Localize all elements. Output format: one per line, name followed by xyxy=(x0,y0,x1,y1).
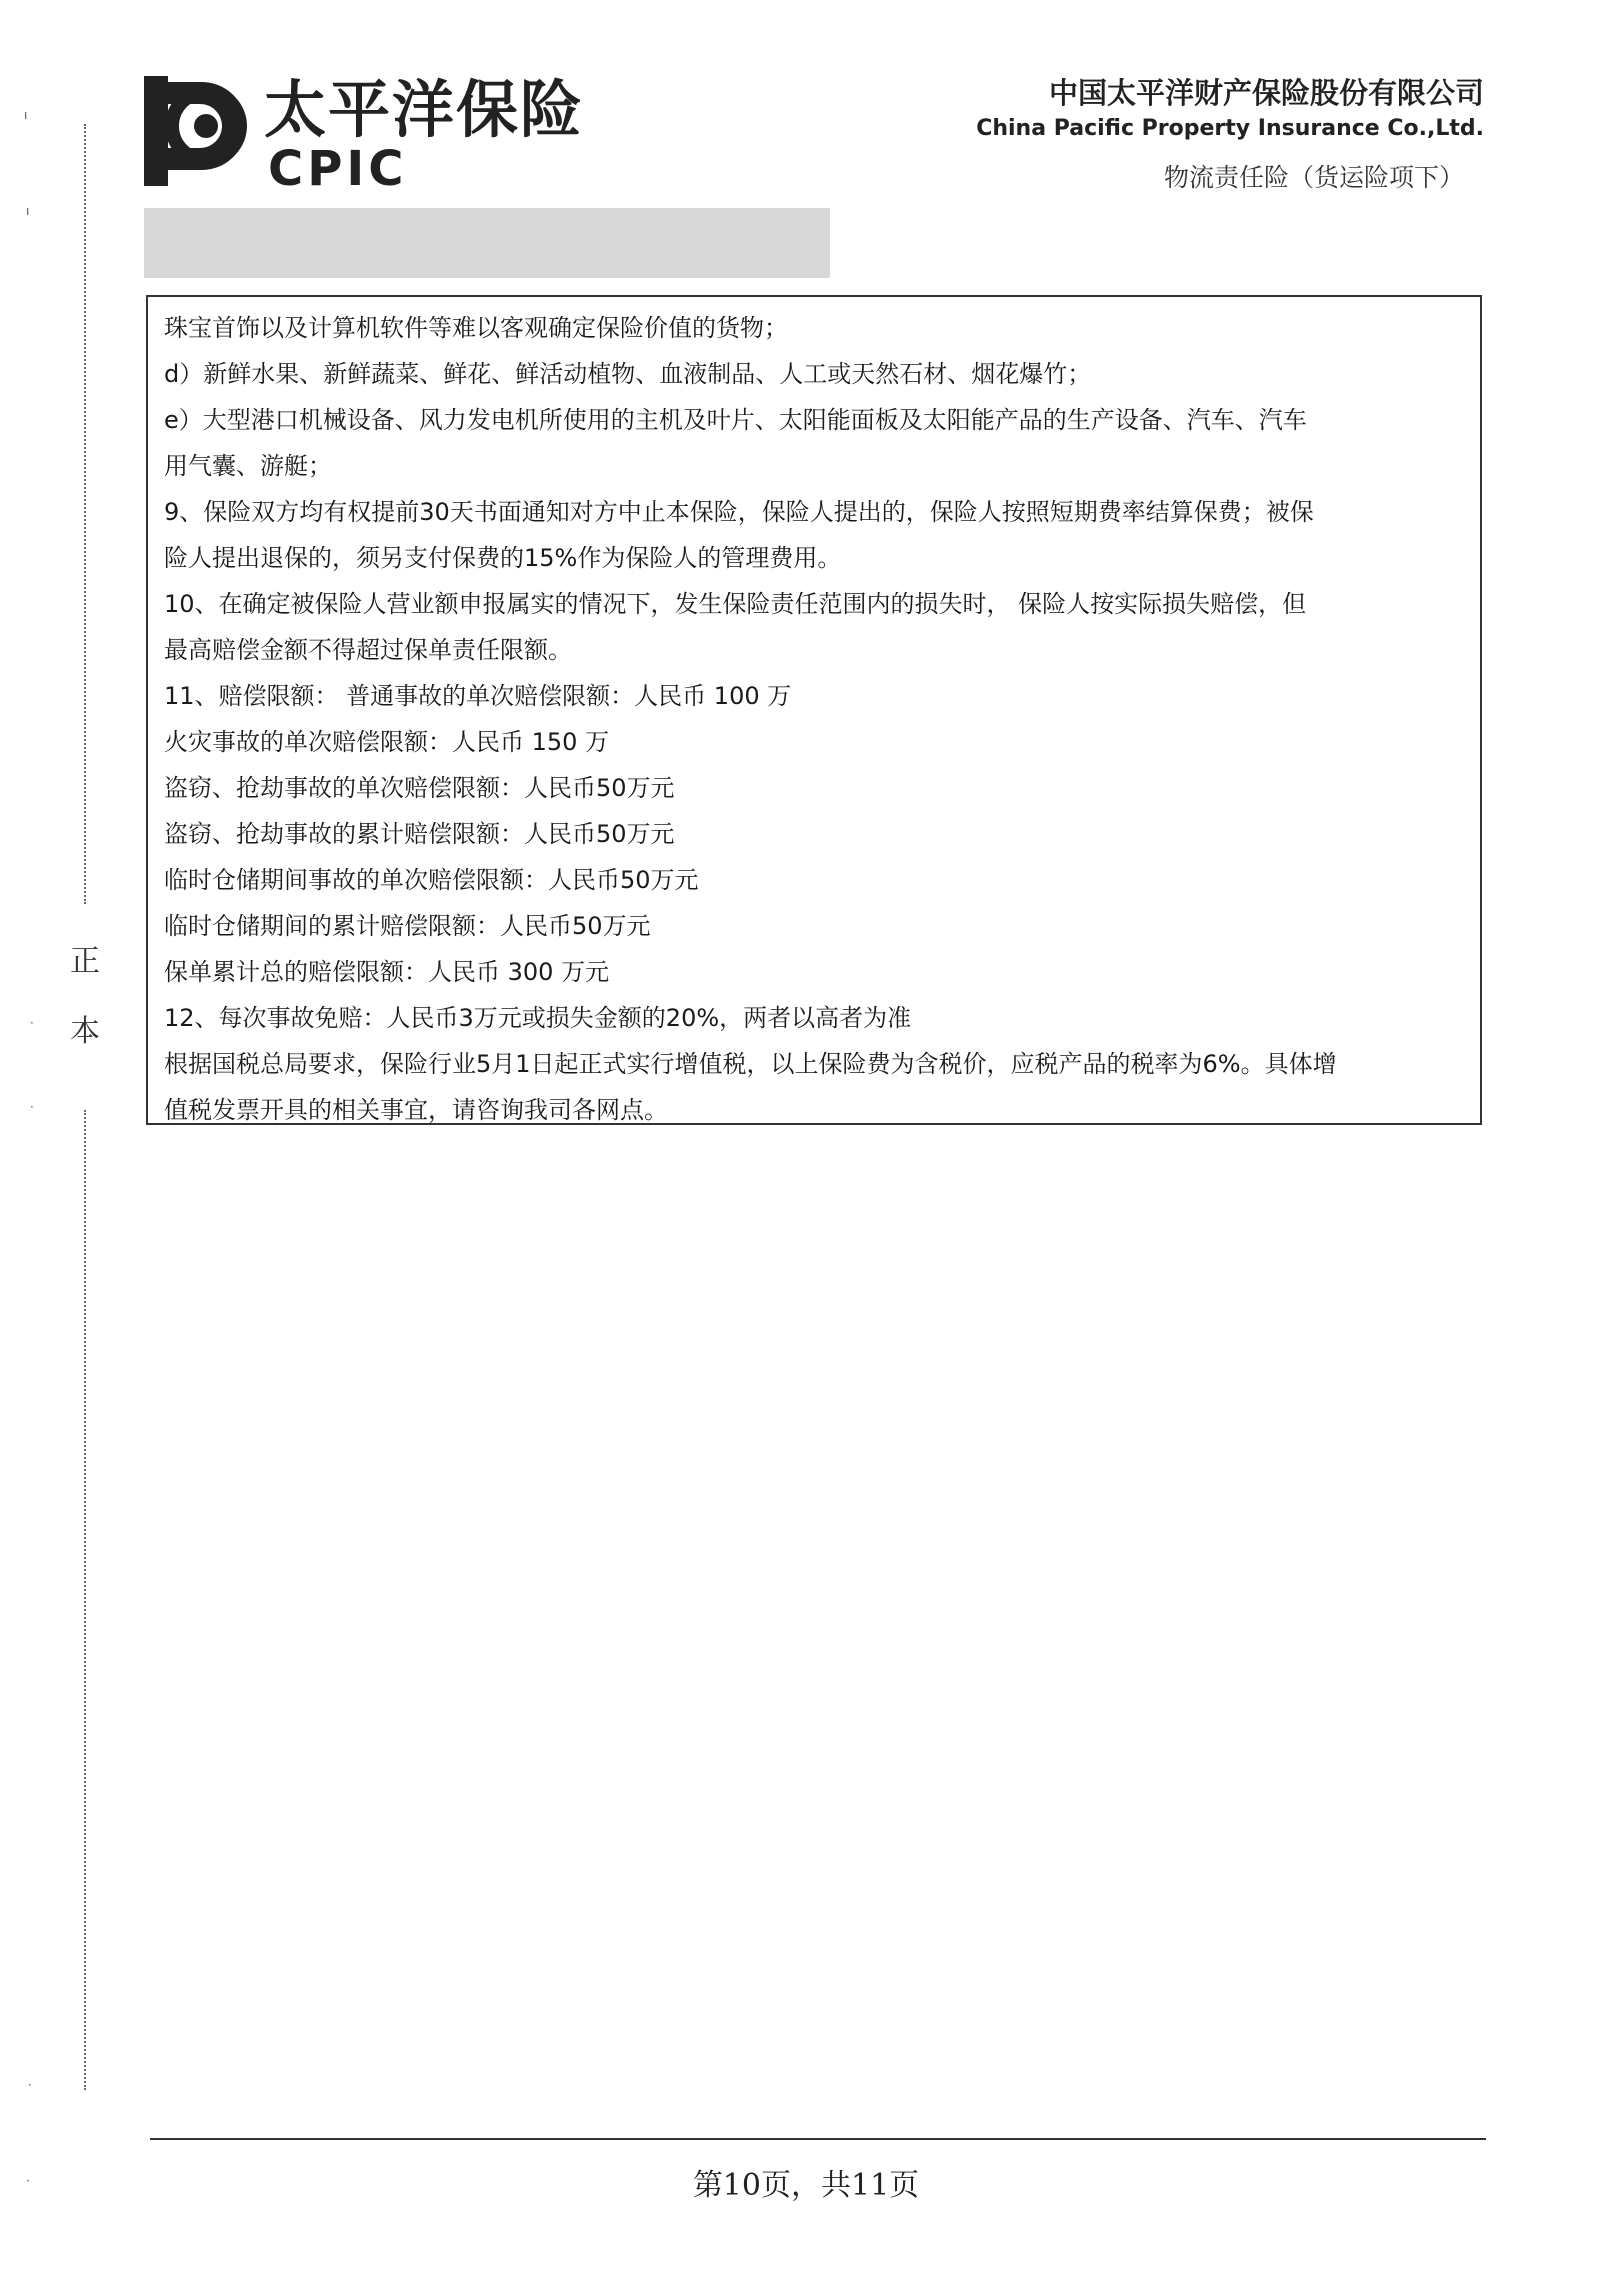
scan-speck: · xyxy=(30,1016,34,1030)
clause-line: 保单累计总的赔偿限额：人民币 300 万元 xyxy=(164,958,610,986)
cpic-logo xyxy=(140,72,610,202)
scan-speck: · xyxy=(26,2174,30,2188)
clause-line: 9、保险双方均有权提前30天书面通知对方中止本保险，保险人提出的，保险人按照短期费率结算保费；被保 xyxy=(164,498,1314,526)
clause-line: 根据国税总局要求，保险行业5月1日起正式实行增值税，以上保险费为含税价，应税产品的税率为6%。具体增 xyxy=(164,1050,1337,1078)
scan-speck: ı xyxy=(24,108,28,122)
clause-line: 火灾事故的单次赔偿限额：人民币 150 万 xyxy=(164,728,610,756)
page-number: 第10页，共11页 xyxy=(692,2168,920,2203)
clause-line: e）大型港口机械设备、风力发电机所使用的主机及叶片、太阳能面板及太阳能产品的生产设备、汽车、汽车 xyxy=(164,406,1307,434)
binding-margin-line-bottom xyxy=(84,1110,86,2090)
margin-label-ben: 本 xyxy=(70,1014,100,1049)
clause-line: 值税发票开具的相关事宜，请咨询我司各网点。 xyxy=(164,1096,668,1124)
clause-line: 临时仓储期间的累计赔偿限额：人民币50万元 xyxy=(164,912,651,940)
company-name-block xyxy=(976,74,1484,146)
clause-line: 临时仓储期间事故的单次赔偿限额：人民币50万元 xyxy=(164,866,699,894)
clause-line: 10、在确定被保险人营业额申报属实的情况下，发生保险责任范围内的损失时， 保险人按实际损失赔偿，但 xyxy=(164,590,1307,618)
clause-line: 盗窃、抢劫事故的单次赔偿限额：人民币50万元 xyxy=(164,774,675,802)
clause-line: 险人提出退保的，须另支付保费的15%作为保险人的管理费用。 xyxy=(164,544,842,572)
product-name: 物流责任险（货运险项下） xyxy=(1163,163,1464,192)
binding-margin-line-top xyxy=(84,124,86,904)
clause-line: d）新鲜水果、新鲜蔬菜、鲜花、鲜活动植物、血液制品、人工或天然石材、烟花爆竹； xyxy=(164,360,1092,388)
company-name-english: China Pacific Property Insurance Co.,Ltd. xyxy=(976,116,1484,141)
footer-divider xyxy=(150,2138,1486,2140)
clause-line: 12、每次事故免赔：人民币3万元或损失金额的20%，两者以高者为准 xyxy=(164,1004,912,1032)
redacted-area xyxy=(144,208,830,278)
scan-speck: ı xyxy=(26,204,30,218)
company-name-chinese: 中国太平洋财产保险股份有限公司 xyxy=(1048,76,1484,110)
clause-line: 11、赔偿限额： 普通事故的单次赔偿限额：人民币 100 万 xyxy=(164,682,792,710)
clause-line: 用气囊、游艇； xyxy=(164,452,332,480)
scan-speck: · xyxy=(30,1100,34,1114)
clause-line: 盗窃、抢劫事故的累计赔偿限额：人民币50万元 xyxy=(164,820,675,848)
clause-line: 珠宝首饰以及计算机软件等难以客观确定保险价值的货物； xyxy=(164,314,788,342)
scan-speck: · xyxy=(28,2078,32,2092)
clause-box xyxy=(146,295,1482,1125)
clause-line: 最高赔偿金额不得超过保单责任限额。 xyxy=(164,636,572,664)
cpic-logo-mark-icon xyxy=(140,72,252,190)
logo-english-name: CPIC xyxy=(268,141,408,197)
margin-label-zheng: 正 xyxy=(70,944,100,979)
logo-chinese-name: 太平洋保险 xyxy=(264,73,585,146)
